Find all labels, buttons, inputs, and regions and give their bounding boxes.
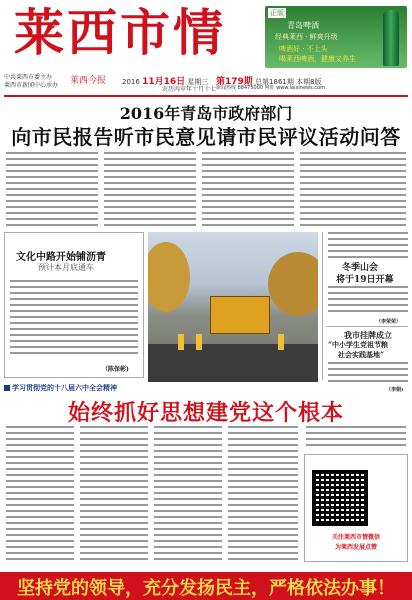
section-label [4,383,254,395]
date-year: 2016 [122,78,140,86]
section-column-4 [228,426,298,568]
road-story-body [10,280,138,360]
story2-subtitle-2: 社会实践基地” [338,350,385,359]
section-column-5 [306,426,406,452]
story2-body [328,362,408,386]
masthead-title: 莱西市情 [14,3,226,62]
worker-figure [196,334,202,350]
road-story-subtitle: 预计本月底通车 [38,263,94,272]
slogan-text: 坚持党的领导，充分发扬民主，严格依法办事！ [17,578,395,599]
square-icon [4,385,10,391]
paper-name: 莱西今报 [70,76,107,86]
ad-line-2: 啤酒好 · 不上头 [279,45,328,53]
lead-headline-line2[interactable]: 向市民报告听市民意见请市民评议活动问答 [11,125,401,149]
beer-advertisement[interactable] [265,6,407,68]
ad-tag: 正版 [270,9,284,17]
qr-caption-1: 关注莱西市情微信 [331,534,380,541]
story1-subtitle: 将于19日开幕 [336,275,394,285]
tree-shape [268,252,318,316]
story1-title[interactable]: 冬季山会 [342,263,379,273]
lead-story-column-4 [300,152,406,232]
section-column-2 [80,426,148,568]
lead-story-column-1 [6,152,98,232]
qr-code-icon[interactable] [312,470,368,526]
lead-story-column-3 [202,152,294,232]
section-headline[interactable]: 始终抓好思想建党这个根本 [67,400,344,426]
section-column-1 [6,426,74,568]
publisher-note: 中共莱西市委主办 莱西市新闻中心承办 [4,74,59,89]
worker-figure [278,334,284,350]
paving-machine [210,296,270,334]
masthead-info-bar [4,72,408,94]
sidebar-separator [326,326,408,327]
lead-headline-line1[interactable]: 2016年青岛市政府部门 [119,104,293,123]
story2-title[interactable]: 我市挂牌成立 [344,330,392,340]
road-story-title[interactable]: 文化中路开始铺沥青 [16,252,106,263]
masthead-divider [4,95,408,97]
story2-subtitle: “中小学生党祖节粮 [328,340,389,349]
ad-brand: 青岛啤酒 [287,21,319,30]
issue-count: 第179期 [216,77,253,87]
ad-line-1: 经典莱西 · 鲜爽升级 [275,33,338,41]
section-label-text: 学习贯彻党的十八届六中全会精神 [12,383,117,392]
worker-figure [178,334,184,350]
page-count: 本期8版 [296,78,322,86]
road-paving-photo[interactable] [148,232,318,382]
total-issue: 总第1861期 [255,78,294,86]
section-column-3 [154,426,222,568]
beer-bottle-icon [383,10,399,66]
sidebar-top-text [328,232,408,262]
sidebar-divider [322,232,323,380]
lead-story-column-2 [104,152,196,232]
tree-shape [148,242,190,312]
story1-body [328,286,408,316]
bottom-slogan-banner [0,572,412,600]
ad-line-3: 喝莱西啤酒，健康又养生 [279,55,356,63]
date-day: 11月16日 [142,77,186,87]
date-weekday: 星期三 [187,78,209,86]
qr-caption-2: 为莱西发展点赞 [334,544,377,551]
road-surface [148,344,318,382]
lunar-date: 农历丙申年十月十七 [162,86,217,93]
road-story-credit: （陈保彬) [102,366,129,373]
story2-credit: （李娟) [386,387,404,393]
story1-credit: （李荣荣） [376,319,402,325]
contact-line: 新闻热线 88475000 网址 www.laixinews.com [216,85,326,91]
